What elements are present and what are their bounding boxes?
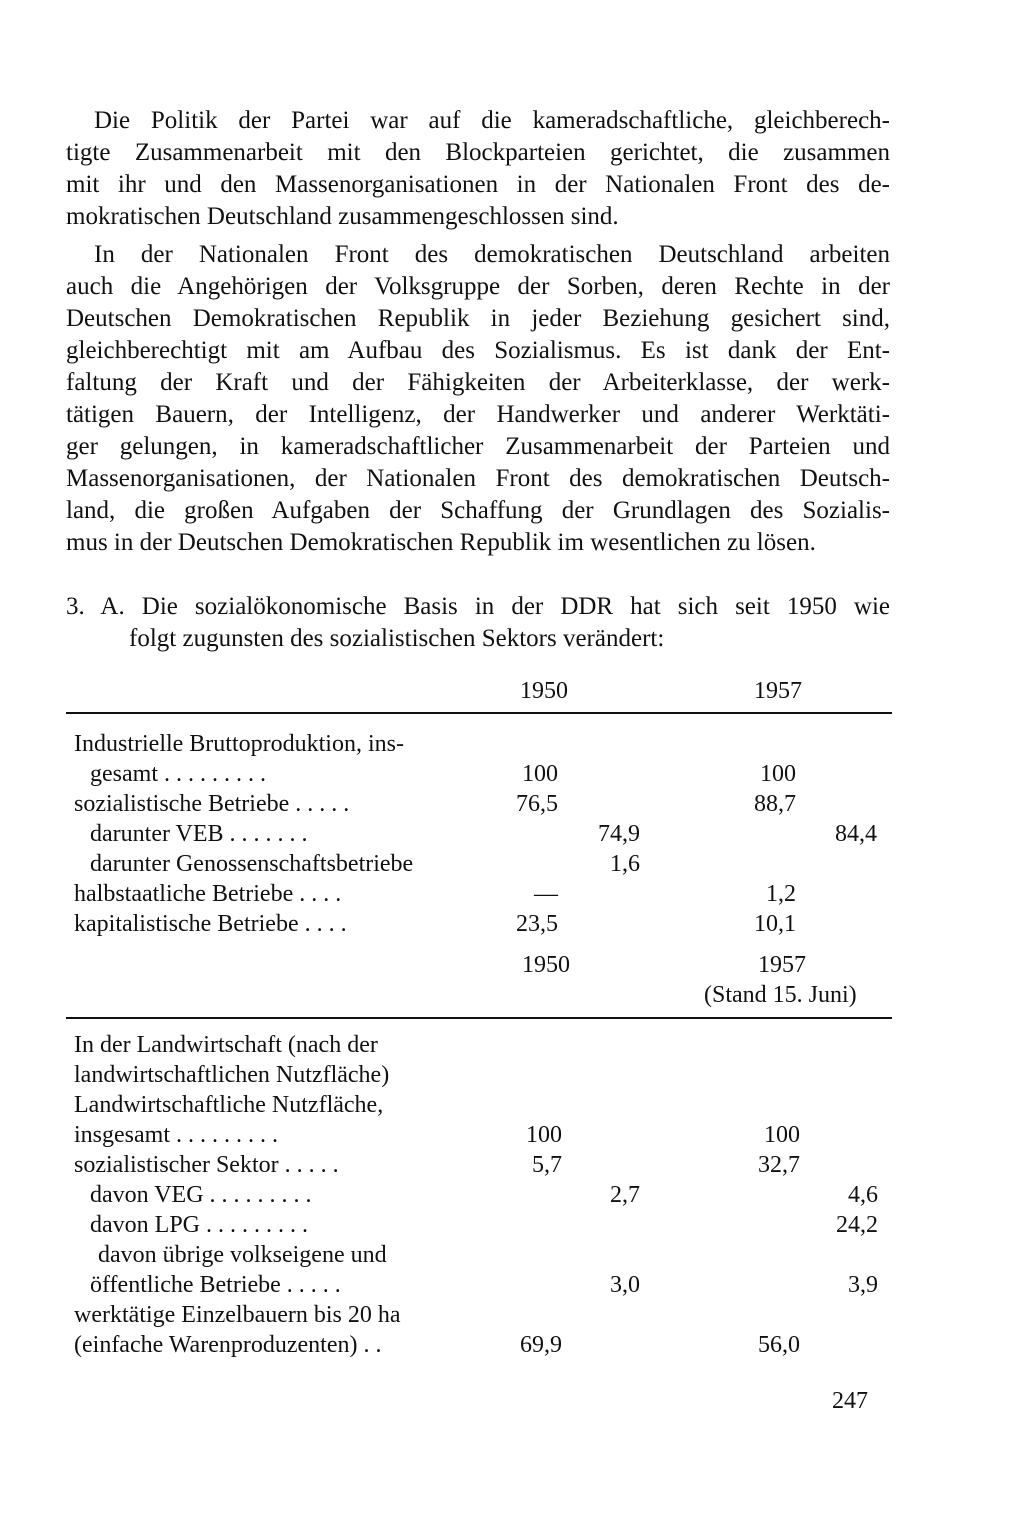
table-row-label: davon VEG . . . . . . . . . — [90, 1182, 312, 1208]
table1-header-1950: 1950 — [520, 678, 568, 704]
table-row-label: Industrielle Bruttoproduktion, ins- — [74, 731, 404, 757]
paragraph-line: Deutschen Demokratischen Republik in jeder Beziehung gesichert sind, — [66, 305, 890, 332]
table-cell-value: 100 — [526, 1122, 562, 1148]
table-row-label: Landwirtschaftliche Nutzfläche, — [74, 1092, 384, 1118]
table-cell-value: 100 — [764, 1122, 800, 1148]
table-row-label: davon übrige volkseigene und — [98, 1242, 387, 1268]
table-row-label: insgesamt . . . . . . . . . — [74, 1122, 278, 1148]
table-row-label: darunter Genossenschaftsbetriebe — [90, 851, 414, 877]
table-cell-value: 1,6 — [610, 851, 640, 877]
table-row-label: In der Landwirtschaft (nach der — [74, 1032, 378, 1058]
page-number: 247 — [832, 1388, 868, 1414]
table2-header-stand: (Stand 15. Juni) — [704, 982, 857, 1008]
table-cell-value: 10,1 — [754, 911, 796, 937]
table-cell-value: 69,9 — [520, 1332, 562, 1358]
paragraph-line: In der Nationalen Front des demokratischen Deutschland arbeiten — [94, 241, 890, 268]
table-cell-value: 5,7 — [532, 1152, 562, 1178]
paragraph-line: faltung der Kraft und der Fähigkeiten der Arbeiterklasse, der werk- — [66, 369, 890, 396]
table-cell-value: 88,7 — [754, 791, 796, 817]
table-row-label: darunter VEB . . . . . . . — [90, 821, 308, 847]
table-cell-value: 3,0 — [610, 1272, 640, 1298]
paragraph-line: mus in der Deutschen Demokratischen Republik im wesentlichen zu lösen. — [66, 529, 816, 556]
paragraph-line: Die Politik der Partei war auf die kameradschaftliche, gleichberech- — [94, 107, 890, 134]
table-cell-value: 100 — [760, 761, 796, 787]
table-cell-value: 1,2 — [766, 881, 796, 907]
table-row-label: kapitalistische Betriebe . . . . — [74, 911, 347, 937]
table-cell-value: 32,7 — [758, 1152, 800, 1178]
table2-header-1957: 1957 — [758, 952, 806, 978]
table-row-label: landwirtschaftlichen Nutzfläche) — [74, 1062, 390, 1088]
paragraph-line: auch die Angehörigen der Volksgruppe der Sorben, deren Rechte in der — [66, 273, 890, 300]
table1-header-1957: 1957 — [754, 678, 802, 704]
table-row-label: gesamt . . . . . . . . . — [90, 761, 266, 787]
table-cell-value: 24,2 — [836, 1212, 878, 1238]
paragraph-line: ger gelungen, in kameradschaftlicher Zusammenarbeit der Parteien und — [66, 433, 890, 460]
paragraph-line: tigte Zusammenarbeit mit den Blockparteien gerichtet, die zusammen — [66, 139, 890, 166]
table1-rule — [66, 712, 892, 714]
table-cell-value: 23,5 — [516, 911, 558, 937]
section-heading-line2: folgt zugunsten des sozialistischen Sektors verändert: — [129, 625, 665, 652]
table-cell-value: 100 — [522, 761, 558, 787]
table-row-label: halbstaatliche Betriebe . . . . — [74, 881, 342, 907]
table-row-label: werktätige Einzelbauern bis 20 ha — [74, 1302, 401, 1328]
table-row-label: sozialistische Betriebe . . . . . — [74, 791, 350, 817]
paragraph-line: mokratischen Deutschland zusammengeschlossen sind. — [66, 203, 619, 230]
table-cell-value: 4,6 — [848, 1182, 878, 1208]
table2-header-1950: 1950 — [522, 952, 570, 978]
table-row-label: sozialistischer Sektor . . . . . — [74, 1152, 339, 1178]
table-cell-value: 2,7 — [610, 1182, 640, 1208]
table-row-label: öffentliche Betriebe . . . . . — [90, 1272, 341, 1298]
table-cell-value: 56,0 — [758, 1332, 800, 1358]
table2-rule — [66, 1017, 892, 1019]
paragraph-line: gleichberechtigt mit am Aufbau des Sozialismus. Es ist dank der Ent- — [66, 337, 890, 364]
paragraph-line: mit ihr und den Massenorganisationen in der Nationalen Front des de- — [66, 171, 890, 198]
paragraph-line: land, die großen Aufgaben der Schaffung der Grundlagen des Sozialis- — [66, 497, 890, 524]
table-row-label: (einfache Warenproduzenten) . . — [74, 1332, 382, 1358]
table-cell-value: 84,4 — [835, 821, 877, 847]
section-heading-line1: 3. A. Die sozialökonomische Basis in der DDR hat sich seit 1950 wie — [66, 593, 890, 620]
paragraph-line: tätigen Bauern, der Intelligenz, der Handwerker und anderer Werktäti- — [66, 401, 890, 428]
table-cell-value: 76,5 — [516, 791, 558, 817]
table-cell-value: 74,9 — [598, 821, 640, 847]
table-row-label: davon LPG . . . . . . . . . — [90, 1212, 308, 1238]
table-cell-value: — — [534, 881, 558, 907]
table-cell-value: 3,9 — [848, 1272, 878, 1298]
paragraph-line: Massenorganisationen, der Nationalen Front des demokratischen Deutsch- — [66, 465, 890, 492]
